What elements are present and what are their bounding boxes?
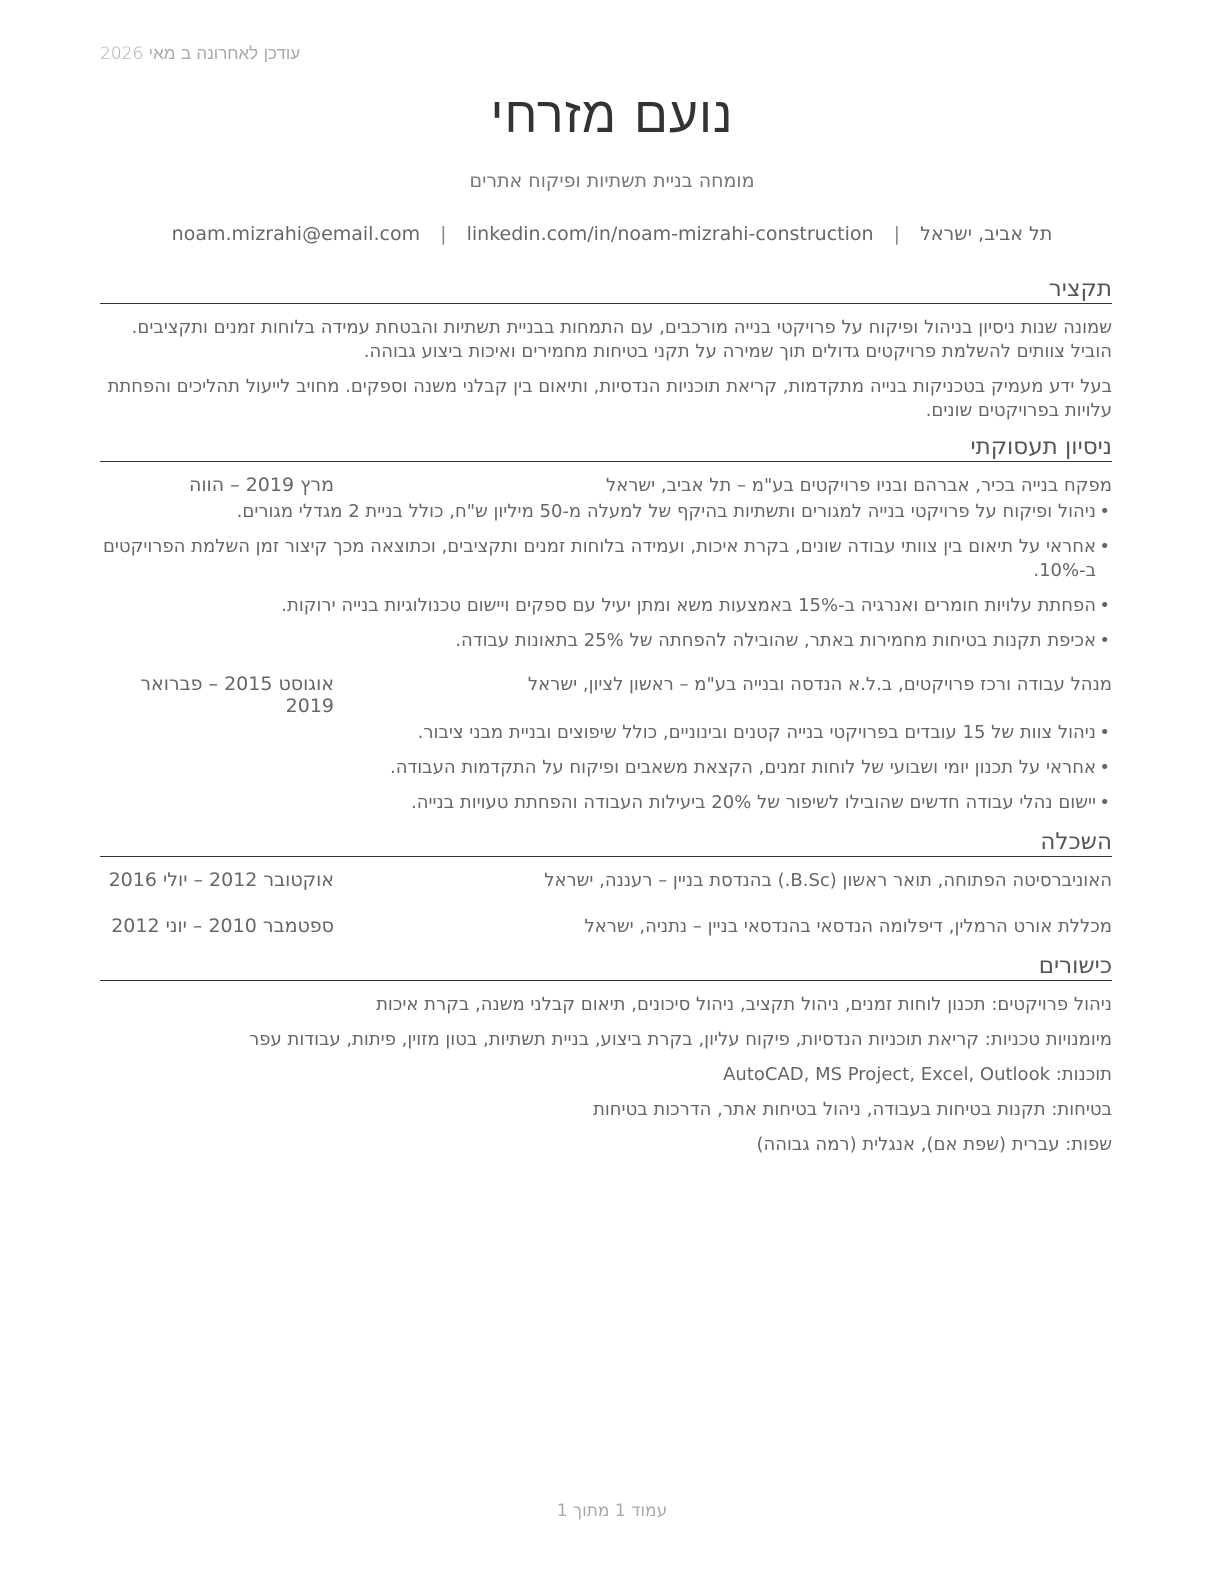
job-date: מרץ 2019 – הווה (188, 474, 334, 496)
job-bullet: • אחראי על תיאום בין צוותי עבודה שונים, בקרת איכות, ועמידה בלוחות זמנים ותקציבים, וכתוצאה מכך קיצור זמן השלמת הפרויקטים ב-10%. (100, 535, 1096, 583)
skills-line: בטיחות: תקנות בטיחות בעבודה, ניהול בטיחות אתר, הדרכות בטיחות (593, 1099, 1112, 1120)
education-entry (100, 869, 1112, 891)
job-bullet: • הפחתת עלויות חומרים ואנרגיה ב-15% באמצעות משא ומתן יעיל עם ספקים ויישום טכנולוגיות בנייה ירוקות. (100, 594, 1096, 618)
section-title-skills: כישורים (100, 953, 1112, 981)
job-date: אוגוסט 2015 – פברואר 2019 (140, 673, 334, 717)
job-heading: מנהל עבודה ורכז פרויקטים, ב.ל.א הנדסה ובנייה בע"מ – ראשון לציון, ישראל (527, 674, 1112, 695)
education-section (100, 829, 1112, 937)
job-entry (100, 474, 1112, 653)
job-bullet: • אחראי על תכנון יומי ושבועי של לוחות זמנים, הקצאת משאבים ופיקוח על התקדמות העבודה. (100, 756, 1096, 780)
skills-line: שפות: עברית (שפת אם), אנגלית (רמה גבוהה) (756, 1134, 1112, 1155)
job-entry (100, 673, 1112, 815)
page-number: עמוד 1 מתוך 1 (556, 1501, 668, 1521)
resume-content (100, 276, 1112, 1168)
summary-section (100, 276, 1112, 423)
section-title-education: השכלה (100, 829, 1112, 857)
skills-section (100, 953, 1112, 1157)
education-heading: האוניברסיטה הפתוחה, תואר ראשון (B.Sc.) בהנדסת בניין – רעננה, ישראל (544, 870, 1112, 891)
contact-separator: | (440, 223, 447, 245)
summary-paragraph: שמונה שנות ניסיון בניהול ופיקוח על פרויקטי בנייה מורכבים, עם התמחות בבניית תשתיות והבטחת עמידה בלוחות זמנים ותקציבים. הוביל צוותים להשלמת פרויקטים גדולים תוך שמירה על תקני בטיחות מחמירים ואיכות ביצוע גבוהה. (131, 317, 1112, 362)
section-title-summary: תקציר (100, 276, 1112, 304)
job-bullet: • אכיפת תקנות בטיחות מחמירות באתר, שהובילה להפחתה של 25% בתאונות עבודה. (100, 629, 1096, 653)
job-bullets (100, 721, 1112, 815)
skills-line: ניהול פרויקטים: תכנון לוחות זמנים, ניהול תקציב, ניהול סיכונים, תיאום קבלני משנה, בקרת איכות (376, 994, 1112, 1015)
education-date: אוקטובר 2012 – יולי 2016 (108, 869, 334, 891)
job-header (100, 474, 1112, 496)
section-title-experience: ניסיון תעסוקתי (100, 434, 1112, 462)
job-header (100, 673, 1112, 717)
skills-line: תוכנות: AutoCAD, MS Project, Excel, Outlook (723, 1064, 1112, 1085)
candidate-title: מומחה בניית תשתיות ופיקוח אתרים (469, 170, 755, 192)
education-heading: מכללת אורט הרמלין, דיפלומה הנדסאי בהנדסאי בניין – נתניה, ישראל (584, 916, 1112, 937)
candidate-name: נועם מזרחי (490, 86, 734, 144)
job-bullets (100, 500, 1112, 653)
last-updated: עודכן לאחרונה ב מאי 2026 (100, 44, 301, 64)
summary-paragraph: בעל ידע מעמיק בטכניקות בנייה מתקדמות, קריאת תוכניות הנדסיות, ותיאום בין קבלני משנה וספקים. מחויב לייעול תהליכים והפחתת עלויות בפרויקטים שונים. (107, 376, 1112, 421)
job-bullet: • יישום נהלי עבודה חדשים שהובילו לשיפור של 20% ביעילות העבודה והפחתת טעויות בנייה. (100, 791, 1096, 815)
skills-line: מיומנויות טכניות: קריאת תוכניות הנדסיות, פיקוח עליון, בקרת ביצוע, בניית תשתיות, בטון מזוין, פיתות, עבודות עפר (249, 1029, 1112, 1050)
contact-line (0, 223, 1224, 245)
job-heading: מפקח בנייה בכיר, אברהם ובניו פרויקטים בע"מ – תל אביב, ישראל (606, 475, 1112, 496)
education-date: ספטמבר 2010 – יוני 2012 (111, 915, 334, 937)
contact-location: תל אביב, ישראל (920, 223, 1053, 245)
education-entry (100, 915, 1112, 937)
experience-section (100, 434, 1112, 815)
contact-separator: | (893, 223, 901, 245)
contact-email[interactable]: noam.mizrahi@email.com (171, 223, 421, 245)
contact-linkedin[interactable]: linkedin.com/in/noam-mizrahi-construction (466, 223, 874, 245)
job-bullet: • ניהול ופיקוח על פרויקטי בנייה למגורים ותשתיות בהיקף של למעלה מ-50 מיליון ש"ח, כולל בניית 2 מגדלי מגורים. (100, 500, 1096, 524)
job-bullet: • ניהול צוות של 15 עובדים בפרויקטי בנייה קטנים ובינוניים, כולל שיפוצים ובניית מבני ציבור. (100, 721, 1096, 745)
